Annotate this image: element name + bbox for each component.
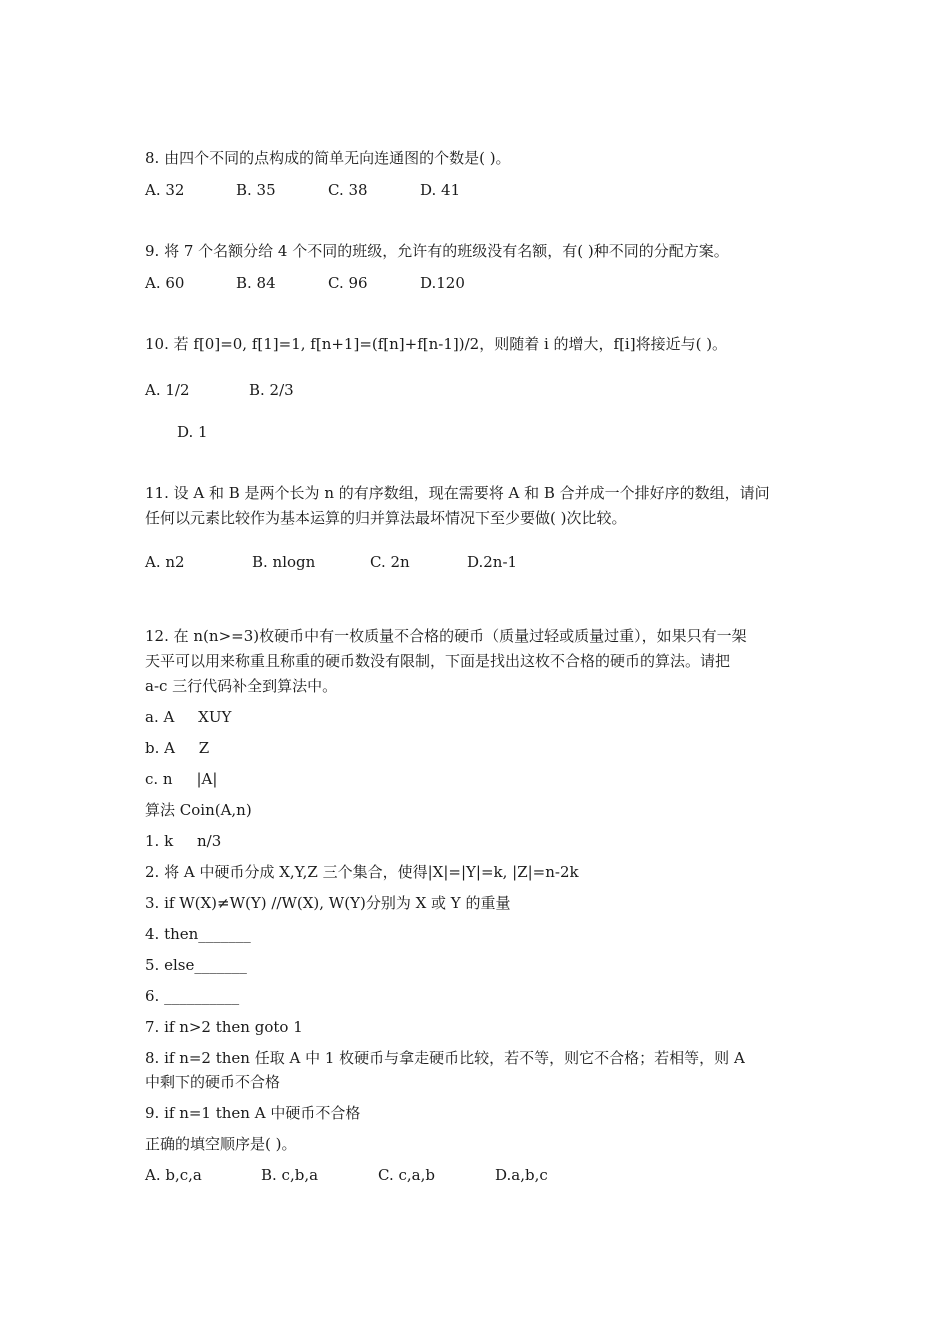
q12-answer-prompt: 正确的填空顺序是( )。 xyxy=(145,1135,297,1153)
q12-code-line-a: a. A XUY xyxy=(145,708,232,726)
q12-step-1: 1. k n/3 xyxy=(145,832,222,850)
q12-option-d: D.a,b,c xyxy=(495,1166,548,1184)
q11-option-b: B. nlogn xyxy=(252,553,316,571)
q12-stem-line-3: a-c 三行代码补全到算法中。 xyxy=(145,677,338,695)
q12-option-c: C. c,a,b xyxy=(378,1166,435,1184)
q12-code-line-c: c. n |A| xyxy=(145,770,218,788)
q12-stem-line-1: 12. 在 n(n>=3)枚硬币中有一枚质量不合格的硬币（质量过轻或质量过重），如果只有一架 xyxy=(145,627,747,645)
q11-option-c: C. 2n xyxy=(370,553,410,571)
q9-option-b: B. 84 xyxy=(236,274,276,292)
q9-option-c: C. 96 xyxy=(328,274,368,292)
q12-algorithm-title: 算法 Coin(A,n) xyxy=(145,801,252,819)
q9-option-a: A. 60 xyxy=(145,274,185,292)
q10-option-a: A. 1/2 xyxy=(145,381,190,399)
q12-step-4: 4. then_______ xyxy=(145,925,251,943)
q11-stem-line-2: 任何以元素比较作为基本运算的归并算法最坏情况下至少要做( )次比较。 xyxy=(145,509,627,527)
q12-step-6: 6. __________ xyxy=(145,987,240,1005)
q12-step-9: 9. if n=1 then A 中硬币不合格 xyxy=(145,1104,361,1122)
q8-stem: 8. 由四个不同的点构成的简单无向连通图的个数是( )。 xyxy=(145,149,511,167)
q10-option-d: D. 1 xyxy=(177,423,208,441)
q11-stem-line-1: 11. 设 A 和 B 是两个长为 n 的有序数组，现在需要将 A 和 B 合并成一个排好序的数组，请问 xyxy=(145,484,770,502)
q12-step-8-line-2: 中剩下的硬币不合格 xyxy=(145,1073,281,1091)
q12-stem-line-2: 天平可以用来称重且称重的硬币数没有限制，下面是找出这枚不合格的硬币的算法。请把 xyxy=(145,652,731,670)
q8-option-d: D. 41 xyxy=(420,181,461,199)
q12-option-b: B. c,b,a xyxy=(261,1166,319,1184)
q8-option-a: A. 32 xyxy=(145,181,185,199)
q12-step-8-line-1: 8. if n=2 then 任取 A 中 1 枚硬币与拿走硬币比较，若不等，则它不合格；若相等，则 A xyxy=(145,1049,745,1067)
q12-code-line-b: b. A Z xyxy=(145,739,210,757)
q12-step-3: 3. if W(X)≠W(Y) //W(X), W(Y)分别为 X 或 Y 的重量 xyxy=(145,894,511,912)
q9-stem: 9. 将 7 个名额分给 4 个不同的班级，允许有的班级没有名额，有( )种不同的分配方案。 xyxy=(145,242,729,260)
q12-step-5: 5. else_______ xyxy=(145,956,247,974)
q9-option-d: D.120 xyxy=(420,274,465,292)
q11-option-a: A. n2 xyxy=(145,553,185,571)
q10-stem: 10. 若 f[0]=0, f[1]=1, f[n+1]=(f[n]+f[n-1])/2，则随着 i 的增大，f[i]将接近与( )。 xyxy=(145,335,728,353)
q12-step-7: 7. if n>2 then goto 1 xyxy=(145,1018,303,1036)
q8-option-c: C. 38 xyxy=(328,181,368,199)
q8-option-b: B. 35 xyxy=(236,181,276,199)
q10-option-b: B. 2/3 xyxy=(249,381,294,399)
q12-option-a: A. b,c,a xyxy=(145,1166,202,1184)
q12-step-2: 2. 将 A 中硬币分成 X,Y,Z 三个集合，使得|X|=|Y|=k, |Z|=n-2k xyxy=(145,863,579,881)
q11-option-d: D.2n-1 xyxy=(467,553,518,571)
